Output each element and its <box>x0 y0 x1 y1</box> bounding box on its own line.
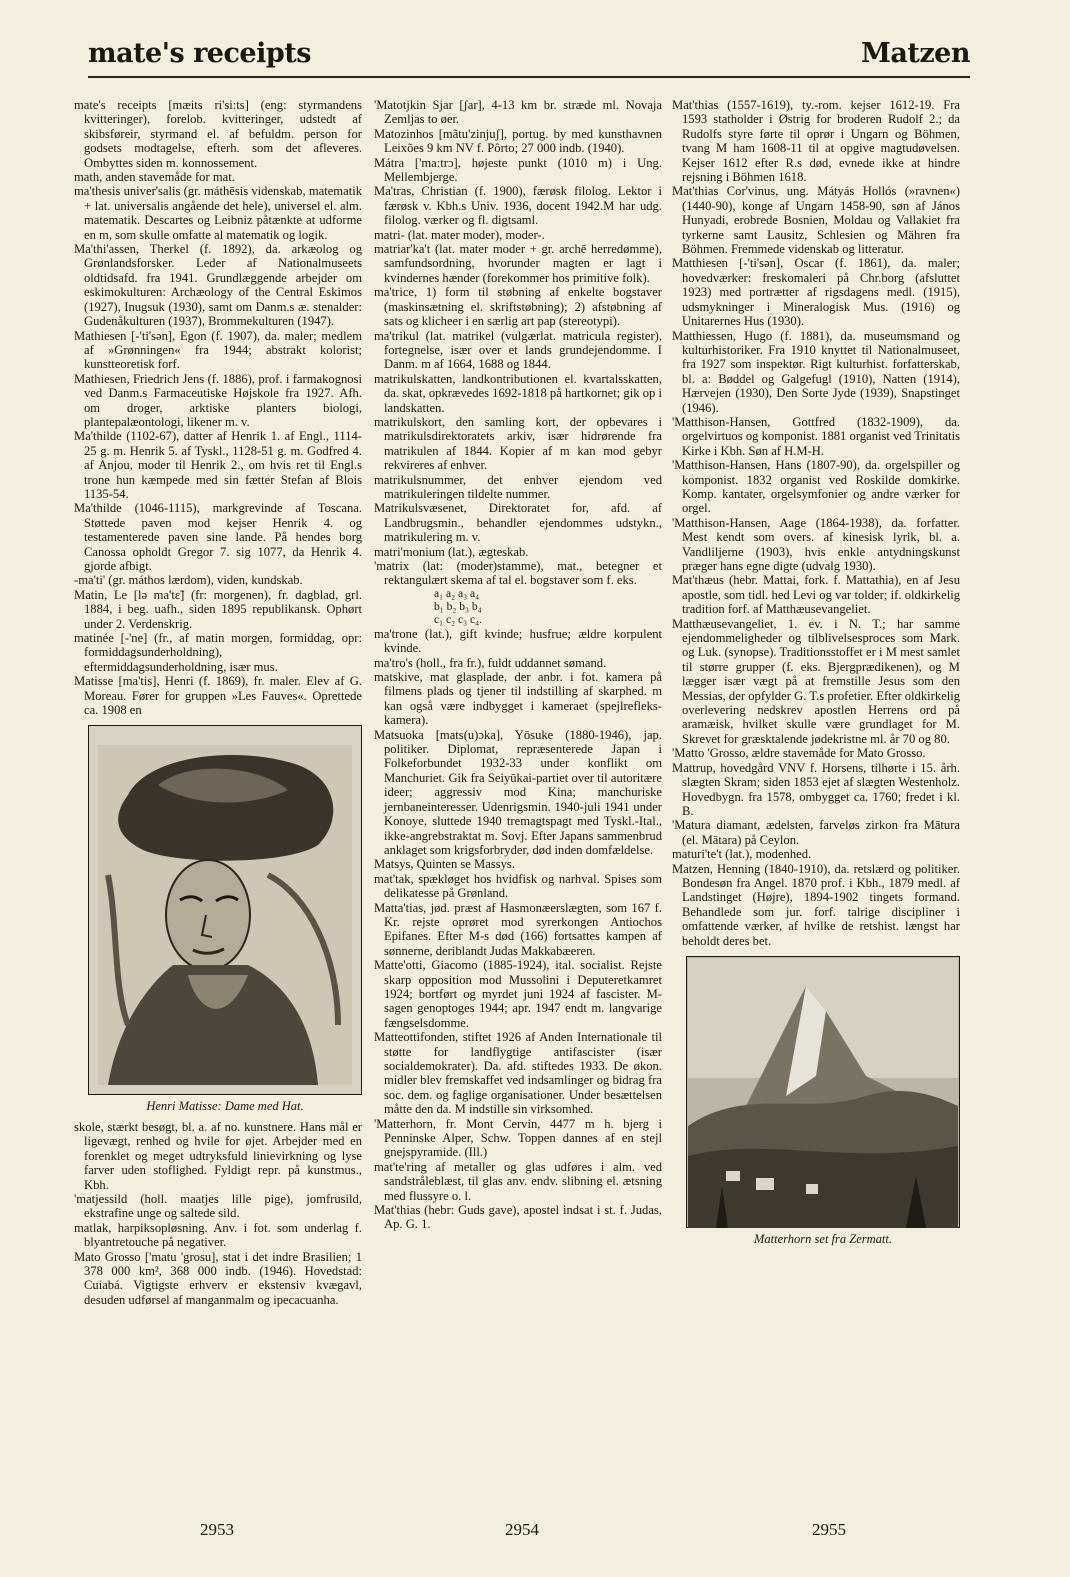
dictionary-entry: math, anden stavemåde for mat. <box>74 170 235 185</box>
matisse-dame-med-hat-image <box>88 725 362 1095</box>
dictionary-entry: Matozinhos [mãtu'zinjuʃ], portug. by med kunsthavnen Leixões 9 km NV f. Pôrto; 27 000 indb. (1940). <box>374 126 662 156</box>
running-head-left: mate's receipts <box>88 38 311 69</box>
dictionary-entry: Matsys, Quinten se Massys. <box>374 857 515 872</box>
dictionary-entry: ma'tro's (holl., fra fr.), fuldt uddannet sømand. <box>374 655 607 670</box>
dictionary-entry: Mat'thæus (hebr. Mattai, fork. f. Mattathia), en af Jesu apostle, som tidl. hed Levi og var tolder; if. oldkirkelig tradition forf. af Matthæusevangeliet. <box>672 573 960 617</box>
dictionary-entry: 'Matura diamant, ædelsten, farveløs zirkon fra Mātura (el. Mātara) på Ceylon. <box>672 818 960 847</box>
dictionary-entry: ma'trone (lat.), gift kvinde; husfrue; ældre korpulent kvinde. <box>374 626 662 656</box>
dictionary-entry: maturi'te't (lat.), modenhed. <box>672 847 812 862</box>
dictionary-entry: 'matjessild (holl. maatjes lille pige), jomfrusild, ekstrafine unge og saltede sild. <box>74 1191 362 1221</box>
matrix-example <box>374 588 662 627</box>
dictionary-entry: ma'trice, 1) form til støbning af enkelte bogstaver (maskinsætning el. skriftstøbning); 2) afstøbning af sats og klicheer i en særlig art pap (stereotypi). <box>374 285 662 329</box>
matrix-row: a₁ a₂ a₃ a₄ <box>434 587 480 600</box>
dictionary-entry: -ma'ti' (gr. máthos lærdom), viden, kundskab. <box>74 573 303 588</box>
dictionary-entry: ma'thesis univer'salis (gr. máthēsis videnskab, matematik + lat. universalis angående det hele), universel el. alm. matematik. Descartes og Leibniz påtænkte at udforme en m, som skulle omfatte al matematik og logik. <box>74 184 362 242</box>
dictionary-entry: mate's receipts [mæits ri'si:ts] (eng: styrmandens kvitteringer), forelob. kvitteringer, udstedt af skibsføreir, styrmand el. af befuldm. person for godsets modtagelse, efterh. som det afleveres. Ombyttes siden m. konnossement. <box>74 98 362 170</box>
dictionary-entry: matriar'ka't (lat. mater moder + gr. archē herredømme), samfundsordning, hvorunder magten er lagt i kvindernes hænder (forekommer hos primitive folk). <box>374 242 662 285</box>
dictionary-entry: 'matrix (lat: (moder)stamme), mat., betegner et rektangulært skema af tal el. bogstaver som f. eks. <box>374 559 662 588</box>
dictionary-entry: Ma'thi'assen, Therkel (f. 1892), da. arkæolog og Grønlandsforsker. Leder af Nationalmuseets oldtidsafd. fra 1941. Grundlæggende arbejder om eskimokulturen: Archæology of the Central Eskimos (1927), Inugsuk (1930), samt om Danm.s æ. stenalder: Gudenåkulturen (1937), Brommekulturen (1947). <box>74 242 362 329</box>
dictionary-entry: 'Matthison-Hansen, Gottfred (1832-1909), da. orgelvirtuos og komponist. 1881 organist ved Trinitatis Kirke i Kbh. Søn af H.M-H. <box>672 414 960 458</box>
dictionary-entry: Matisse [ma'tis], Henri (f. 1869), fr. maler. Elev af G. Moreau. Fører for gruppen »Les Fauves«. Oprettede ca. 1908 en <box>74 674 362 718</box>
dictionary-entry: Ma'thilde (1046-1115), markgrevinde af Toscana. Støttede paven mod kejser Henrik 4. og testamenterede paven sine lande. På hendes borg Canossa opholdt Gregor 7. sig 1077, da Henrik 4. gjorde afbigt. <box>74 501 362 573</box>
dictionary-entry: Mato Grosso ['matu 'grosu], stat i det indre Brasilien; 1 378 000 km², 368 000 indb. (1946). Hovedstad: Cuiabá. Vigtigste erhverv er ekstensiv kvægavl, desuden udførsel af manganmalm og ipecacuanha. <box>74 1249 362 1307</box>
dictionary-entry: matrikulskort, den samling kort, der opbevares i matrikulsdirektoratets arkiv, især hidrørende fra matrikulen af 1844. Kopier af m kan mod gebyr rekvireres af enhver. <box>374 414 662 473</box>
page-number-left: 2953 <box>200 1520 234 1539</box>
dictionary-entry: Matteottifonden, stiftet 1926 af Anden Internationale til støtte for landflygtige antifascister (især socialdemokrater). Da. afd. stiftedes 1933. De økon. midler blev fremskaffet ved indsamlinger og bidrag fra soc. dem. og faglige organisationer. Under besættelsen måtte den da. M indstille sin virksomhed. <box>374 1030 662 1117</box>
dictionary-entry: matri- (lat. mater moder), moder-. <box>374 227 545 242</box>
dictionary-entry: matrikulsnummer, det enhver ejendom ved matrikuleringen tildelte nummer. <box>374 472 662 501</box>
dictionary-entry: 'Matotjkin Sjar [ʃar], 4-13 km br. stræde ml. Novaja Zemljas to øer. <box>374 98 662 127</box>
dictionary-entry: Matsuoka [mats(u)ɔka], Yōsuke (1880-1946), jap. politiker. Diplomat, repræsenterede Japan i Folkeforbundet 1932-33 under konflikt om Manchuriet. Gik fra Seiyūkai-partiet over til autoritære ideer; aggressiv mod Kina; manchuriske jernbaneinteresser. Udenrigsmin. 1940-juli 1941 under Konoye, sluttede 1940 tremagtspagt med Tyskl.-Ital., ikke-angrebstraktat m. Sovj. Efter Japans sammenbrud anklaget som krigsforbryder, død inden domfældelse. <box>374 727 662 857</box>
matterhorn-photo <box>686 956 960 1228</box>
dictionary-entry: ma'trikul (lat. matrikel (vulgærlat. matricula register), fortegnelse, især over et lands grundejendomme. I Danm. m af 1664, 1688 og 1844. <box>374 328 662 372</box>
dictionary-entry: 'Matthison-Hansen, Aage (1864-1938), da. forfatter. Mest kendt som overs. af kinesisk lyrik, bl. a. Vandliljerne (1903), hvis enkle antydningskunst præger hans egne digte (udvalg 1930). <box>672 515 960 573</box>
column-2-entries <box>374 98 662 588</box>
dictionary-entry: mat'tak, spækløget hos hvidfisk og narhval. Spises som delikatesse på Grønland. <box>374 871 662 901</box>
dictionary-entry: matskive, mat glasplade, der anbr. i fot. kamera på filmens plads og tjener til indstilling af skarphed. m kan også være indbygget i kameraet (spejlrefleks-kamera). <box>374 670 662 728</box>
column-1 <box>74 98 362 1508</box>
column-1-entries <box>74 98 362 717</box>
dictionary-entry: matinée [-'ne] (fr., af matin morgen, formiddag, opr: formiddagsunderholdning), eftermiddagsunderholdning, især mus. <box>74 631 362 674</box>
dictionary-entry: matri'monium (lat.), ægteskab. <box>374 544 529 559</box>
column-1-entries-after <box>74 1120 362 1307</box>
dictionary-entry: matrikulskatten, landkontributionen el. kvartalsskatten, da. skat, opkrævedes 1692-1818 på hartkornet; gik op i landskatten. <box>374 371 662 415</box>
matrix-row: c₁ c₂ c₃ c₄. <box>434 613 482 626</box>
dictionary-entry: 'Matthison-Hansen, Hans (1807-90), da. orgelspiller og komponist. 1832 organist ved Roskilde domkirke. Komp. kantater, orgelsymfonier og andre værker for orgel. <box>672 458 960 516</box>
dictionary-entry: Mat'thias (1557-1619), ty.-rom. kejser 1612-19. Fra 1593 statholder i Østrig for broderen Rudolf 2.; da Rudolfs styre førte til oprør i Ungarn og Böhmen, tvang M ham 1608-11 til at opgive magtudøvelsen. Kejser 1612 efter R.s død, evnede ikke at hindre rejsning i Böhmen 1618. <box>672 98 960 185</box>
matrix-row: b₁ b₂ b₃ b₄ <box>434 600 482 613</box>
matisse-figure-caption: Henri Matisse: Dame med Hat. <box>146 1099 304 1114</box>
dictionary-entry: Mátra ['ma:trɔ], højeste punkt (1010 m) i Ung. Mellembjerge. <box>374 155 662 185</box>
dictionary-entry: Ma'tras, Christian (f. 1900), færøsk filolog. Lektor i færøsk v. Kbh.s Univ. 1936, docent 1942.M har udg. filolog. værker og fl. digtsaml. <box>374 184 662 228</box>
dictionary-entry: matlak, harpiksopløsning. Anv. i fot. som underlag f. blyantretouche på negativer. <box>74 1220 362 1250</box>
dictionary-entry: 'Matto 'Grosso, ældre stavemåde for Mato Grosso. <box>672 746 926 761</box>
dictionary-entry: Mat'thias Cor'vinus, ung. Mátyás Hollós (»ravnen«) (1440-90), konge af Ungarn 1458-90, søn af János Hunyadi, erobrede Bosnien, Moldau og Vallakiet fra tyrkerne samt Lausitz, Schlesien og Mähren fra Böhmen. Fremmede videnskab og litteratur. <box>672 184 960 257</box>
dictionary-entry: skole, stærkt besøgt, bl. a. af no. kunstnere. Hans mål er ligevægt, renhed og hvile for øjet. Arbejder med en forenklet og meget udtryksfuld linievirkning og lyse farver uden stoflighed. Fyldigt repr. på kunstmus., Kbh. <box>74 1119 362 1192</box>
dictionary-entry: Matthiessen, Hugo (f. 1881), da. museumsmand og kulturhistoriker. Fra 1910 knyttet til Nationalmuseet, fra 1927 som inspektør. Rigt kulturhist. forfatterskab, bl. a: Bøddel og Galgefugl (1910), Natten (1914), Hærvejen (1930), Den Sorte Jyde (1939), Snapstinget (1946). <box>672 328 960 415</box>
dictionary-entry: Matrikulsvæsenet, Direktoratet for, afd. af Landbrugsmin., behandler ejendommes udstykn., matrikulering m. v. <box>374 501 662 545</box>
dictionary-entry: Mat'thias (hebr: Guds gave), apostel indsat i st. f. Judas, Ap. G. 1. <box>374 1203 662 1232</box>
dictionary-entry: Matthiesen [-'ti'sən], Oscar (f. 1861), da. maler; hovedværker: freskomaleri på Chr.borg (afsluttet 1923) med portrætter af rigsdagens medl. (1915), udsmykninger i Mineralogisk Mus. (1916) og Unitarernes Hus (1930). <box>672 256 960 329</box>
dictionary-entry: Matta'tias, jød. præst af Hasmonæerslægten, som 167 f. Kr. rejste oprøret mod syrerkongen Antiochos Epifanes. Efter M-s død (166) fortsattes kampen af sønnerne, deriblandt Judas Makkabæeren. <box>374 900 662 958</box>
matterhorn-figure-caption: Matterhorn set fra Zermatt. <box>754 1231 892 1246</box>
page-number-right: 2955 <box>812 1520 846 1539</box>
matterhorn-figure <box>686 956 960 1246</box>
dictionary-entry: 'Matterhorn, fr. Mont Cervin, 4477 m h. bjerg i Penninske Alper, Schw. Toppen dannes af en stejl gnejspyramide. (Ill.) <box>374 1116 662 1160</box>
column-3-entries <box>672 98 960 948</box>
dictionary-entry: Matin, Le [lə ma'tɛ̃] (fr: morgenen), fr. dagblad, grl. 1884, i beg. uafh., siden 1895 republikansk. Ophørt under 2. Verdenskrig. <box>74 587 362 631</box>
header-rule <box>88 76 970 78</box>
column-3 <box>672 98 960 1508</box>
dictionary-entry: Mathiesen [-'ti'sən], Egon (f. 1907), da. maler; medlem af »Grønningen« fra 1944; abstrakt kolorist; kunstteoretisk forf. <box>74 328 362 372</box>
matisse-painting-figure <box>88 725 362 1113</box>
dictionary-entry: Matthæusevangeliet, 1. ev. i N. T.; har samme ejendommeligheder og tilblivelsesproces som Mark. og Luk. (synopse). Traditionsstoffet er i M mest samlet til større grupper (f. eks. Bjergprædikenen), og M lægger især vægt på at fremstille Jesus som den Messias, der opfylder G. T.s profetier. Efter oldkirkelig overlevering nedskrev apostlen Herrens ord på aramæisk, hvilket skulle være grundlaget for M. Skrevet for græsktalende jødekristne ml. år 70 og 80. <box>672 616 960 746</box>
dictionary-entry: Ma'thilde (1102-67), datter af Henrik 1. af Engl., 1114-25 g. m. Henrik 5. af Tyskl., 1128-51 g. m. Godfred 4. af Anjou, moder til Henrik 2., om hvis ret til Engl.s trone hun kæmpede med sin fætter Stefan af Blois 1135-54. <box>74 429 362 501</box>
dictionary-entry: Matte'otti, Giacomo (1885-1924), ital. socialist. Rejste skarp opposition mod Mussolini i Deputeretkamret 1924; bortført og myrdet juni 1924 af fascister. M-sagen genoptoges 1944; apr. 1947 endt m. langvarige fængselsdomme. <box>374 958 662 1030</box>
dictionary-entry: mat'te'ring af metaller og glas udføres i alm. ved sandstråleblæst, til glas anv. endv. slibning el. ætsning med flussyre o. l. <box>374 1159 662 1203</box>
dictionary-entry: Matzen, Henning (1840-1910), da. retslærd og politiker. Bondesøn fra Angel. 1870 prof. i Kbh., 1879 medl. af Landstinget (Højre), 1894-1902 tingets formand. Behandlede som jur. forf. talrige discipliner i omfattende værker, af hvilke de retshist. længst har beholdt deres bet. <box>672 861 960 948</box>
dictionary-entry: Mattrup, hovedgård VNV f. Horsens, tilhørte i 15. årh. slægten Skram; siden 1853 ejet af slægten Westenholz. Hovedbygn. fra 1578, ombygget ca. 1760; fredet i kl. B. <box>672 760 960 818</box>
dictionary-entry: Mathiesen, Friedrich Jens (f. 1886), prof. i farmakognosi ved Danm.s Farmaceutiske Højskole fra 1927. Afh. om droger, arktiske planters biologi, plantepalæontologi, likener m. v. <box>74 371 362 429</box>
column-2-entries-after <box>374 627 662 1232</box>
page-number-middle: 2954 <box>505 1520 539 1539</box>
column-2 <box>374 98 662 1508</box>
running-head-right: Matzen <box>861 38 970 69</box>
